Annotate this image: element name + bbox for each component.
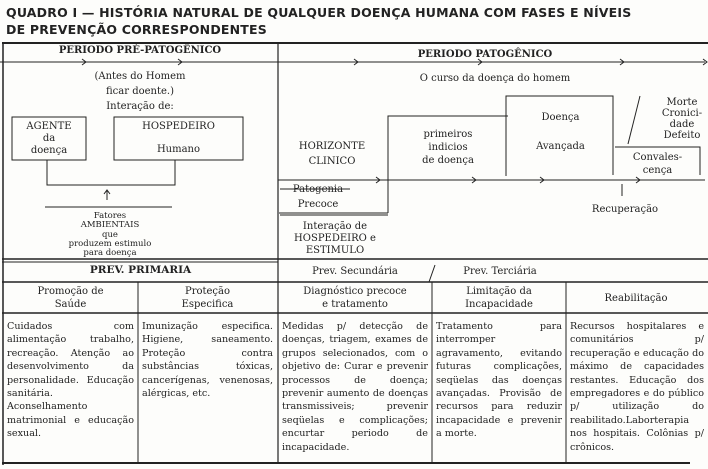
env-factors-2: AMBIENTAIS xyxy=(80,220,140,230)
host-stimulus-3: ESTIMULO xyxy=(305,245,365,256)
title-line-1: QUADRO I — HISTÓRIA NATURAL DE QUALQUER DOENÇA HUMANA COM FASES E NÍVEIS xyxy=(6,5,632,20)
column-body-5: Recursos hospitalares e comunitários p/ recuperação e educação do máximo de capacidades restantes. Educação dos empregadores e do público p/ utilização do reabilitado.Laborterapia nos hospitais. Colônias p/ crônicos. xyxy=(570,321,704,453)
host-stimulus-1: Interação de xyxy=(302,221,368,232)
interaction-label: Interação de: xyxy=(106,101,174,112)
env-factors-1: Fatores xyxy=(93,211,127,221)
pre-pathogenic-header: PERIODO PRÉ-PATOGÊNICO xyxy=(58,45,222,56)
antes-line2: ficar doente.) xyxy=(106,86,174,97)
agent-box-line1: AGENTE xyxy=(26,121,72,132)
outcome-4: Defeito xyxy=(663,130,701,141)
column-header-1b: Saúde xyxy=(54,299,87,310)
tertiary-prevention: Prev. Terciária xyxy=(463,266,537,277)
pathogenic-header: PERIODO PATOGÊNICO xyxy=(417,49,553,60)
column-header-2b: Especifica xyxy=(181,299,234,310)
host-stimulus-2: HOSPEDEIRO e xyxy=(294,233,376,244)
column-body-2: Imunização especifica. Higiene, saneamento. Proteção contra substâncias tóxicas, cancerígenas, venenosas, alérgicas, etc. xyxy=(142,321,273,400)
course-label: O curso da doença do homem xyxy=(419,73,571,84)
convalescence-1: Convales- xyxy=(632,152,683,163)
pathogenesis-line2: Precoce xyxy=(297,199,339,210)
advanced-disease-2: Avançada xyxy=(536,141,585,152)
first-signs-1: primeiros xyxy=(423,129,473,140)
column-header-3a: Diagnóstico precoce xyxy=(303,286,407,297)
column-body-1: Cuidados com alimentação trabalho, recreação. Atenção ao desenvolvimento da personalidade. Educação sanitária. Aconselhamento matrimonial e educação sexual. xyxy=(7,321,134,440)
primary-prevention: PREV. PRIMARIA xyxy=(89,264,192,276)
horizon-line2: CLINICO xyxy=(308,156,356,167)
pathogenesis-line1: Patogenia xyxy=(292,184,344,195)
env-factors-5: para doença xyxy=(83,248,137,258)
title-line-2: DE PREVENÇÃO CORRESPONDENTES xyxy=(6,22,267,37)
outcome-3: dade xyxy=(669,119,695,130)
column-header-3b: e tratamento xyxy=(322,299,388,310)
convalescence-2: cença xyxy=(642,165,673,176)
column-body-4: Tratamento para interromper agravamento, evitando futuras complicações, seqüelas das doenças avançadas. Provisão de recursos para reduzir incapacidade e prevenir a morte. xyxy=(436,321,562,440)
advanced-disease-1: Doença xyxy=(541,112,580,123)
antes-line1: (Antes do Homem xyxy=(94,71,186,82)
env-factors-3: que xyxy=(102,230,118,240)
column-header-1a: Promoção de xyxy=(37,286,104,297)
outcome-2: Cronici- xyxy=(661,108,703,119)
horizon-line1: HORIZONTE xyxy=(298,141,366,152)
env-factors-4: produzem estimulo xyxy=(68,239,152,249)
agent-box-line2: da xyxy=(42,133,56,144)
agent-box-line3: doença xyxy=(30,145,68,156)
secondary-prevention: Prev. Secundária xyxy=(312,266,398,277)
column-header-4a: Limitação da xyxy=(466,286,532,297)
host-box-line1: HOSPEDEIRO xyxy=(142,121,215,132)
first-signs-3: de doença xyxy=(422,155,474,166)
recovery-label: Recuperação xyxy=(591,204,659,215)
first-signs-2: indicios xyxy=(428,142,468,153)
column-header-5: Reabilitação xyxy=(604,293,668,304)
outcome-1: Morte xyxy=(666,97,698,108)
host-box-line2: Humano xyxy=(156,144,201,155)
column-header-2a: Proteção xyxy=(184,286,231,297)
column-header-4b: Incapacidade xyxy=(465,299,533,310)
column-body-3: Medidas p/ detecção de doenças, triagem, exames de grupos selecionados, com o objetivo de: Curar e prevenir processos de doença; prevenir aumento de doenças transmissiveis; prevenir seqüelas e complicações; encurtar periodo de incapacidade. xyxy=(282,321,428,453)
